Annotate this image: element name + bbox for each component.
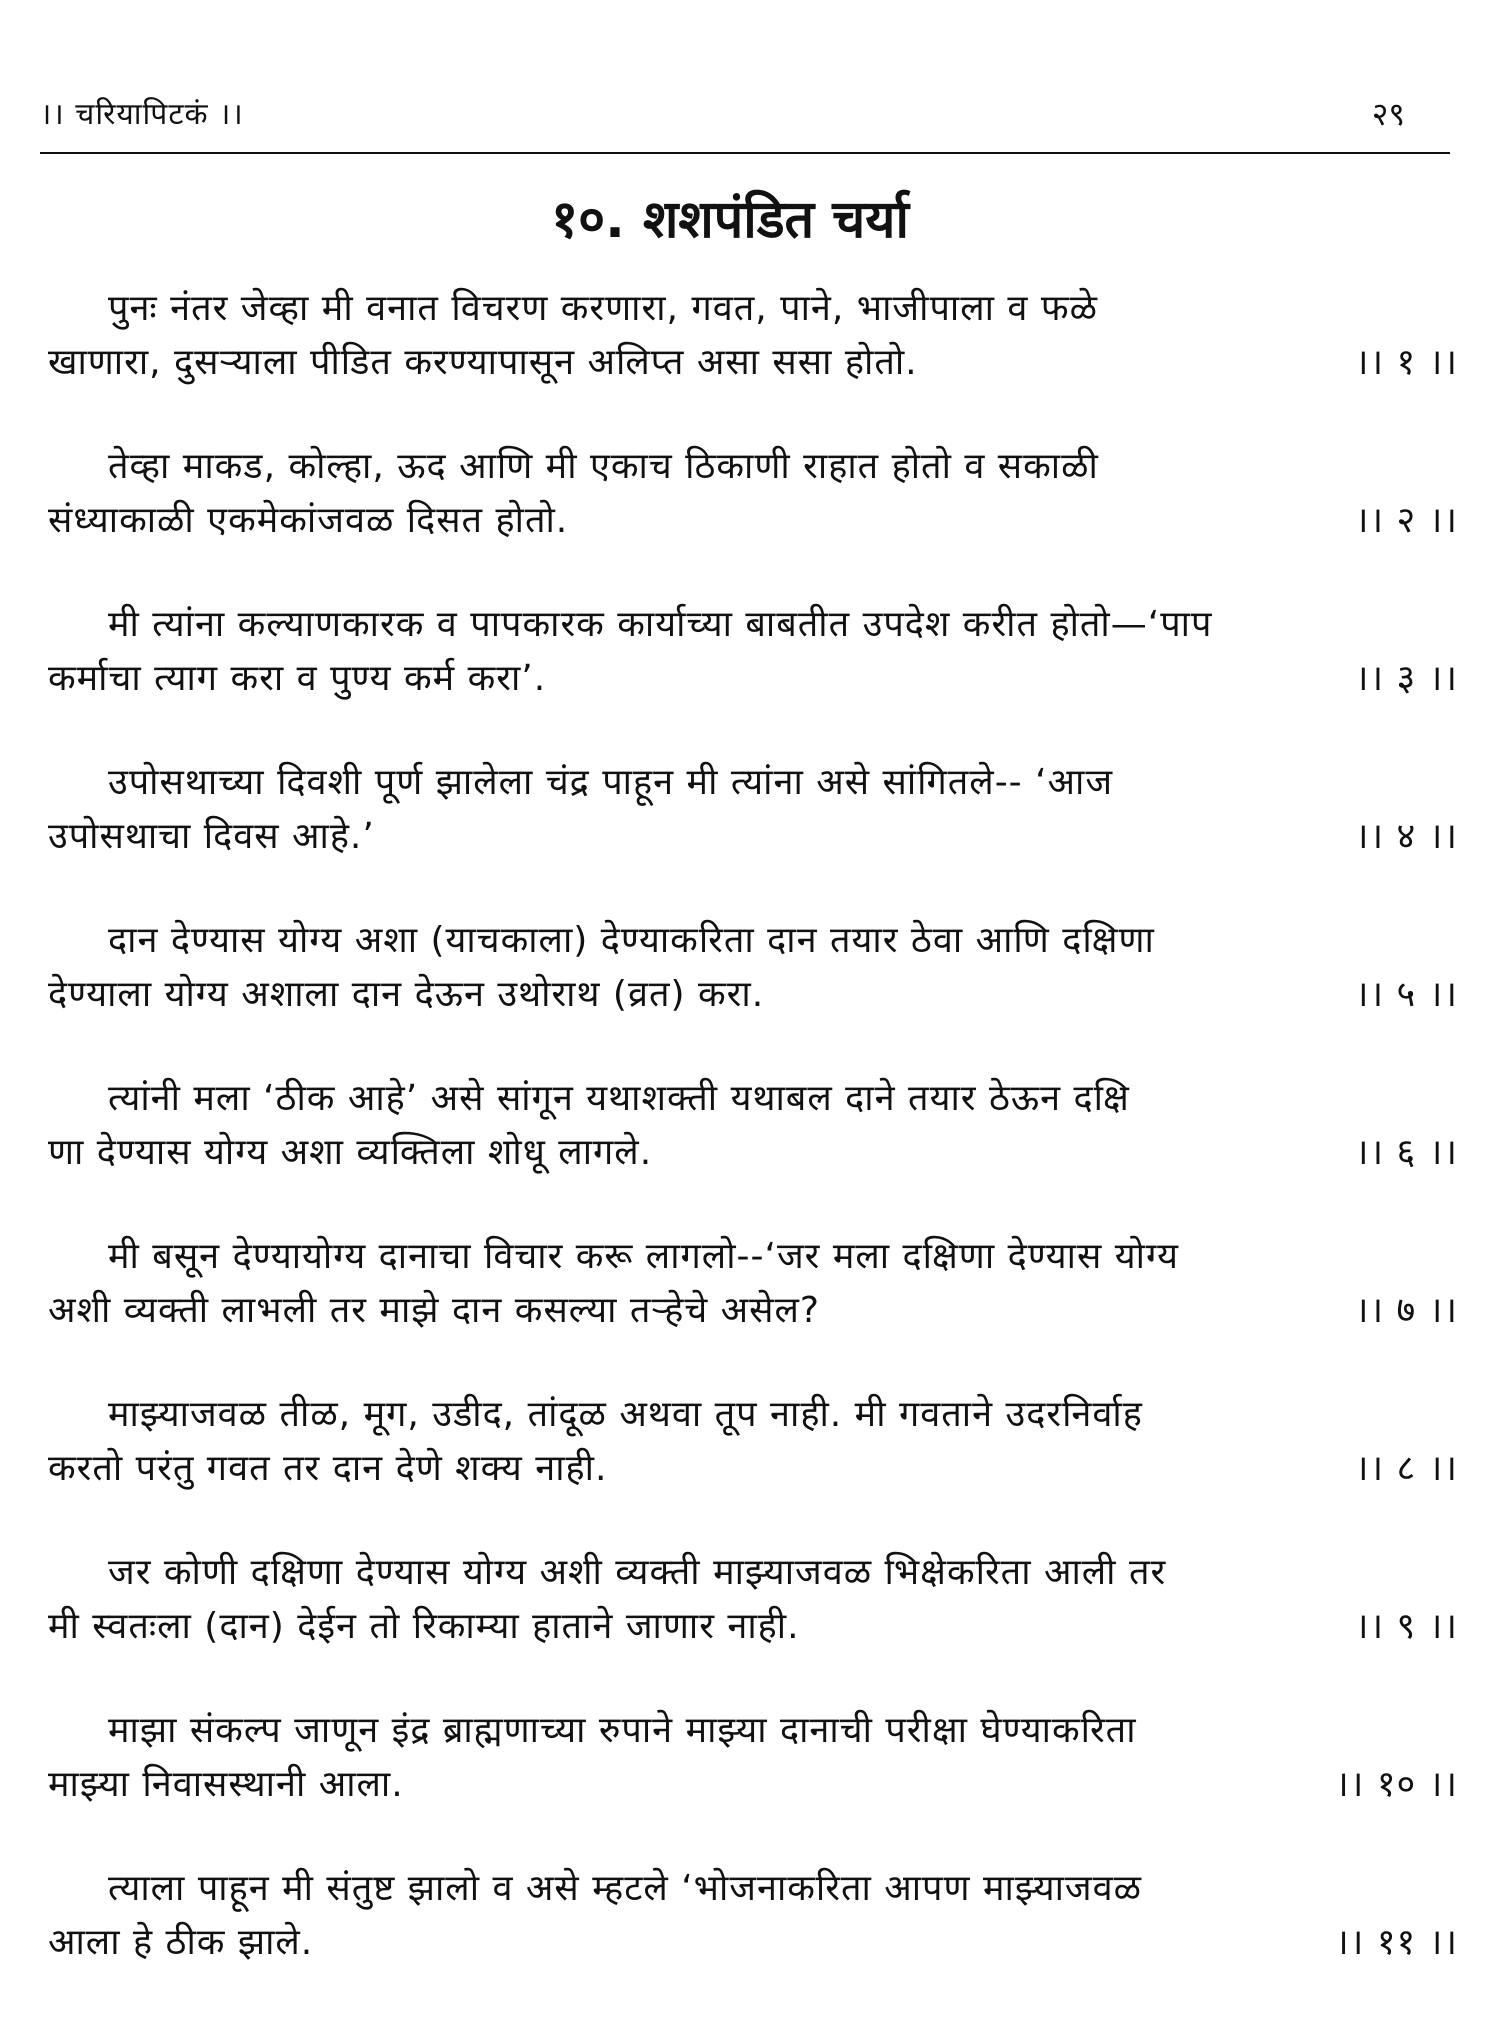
verse-line: उपोसथाच्या दिवशी पूर्ण झालेला चंद्र पाहून मी त्यांना असे सांगितले-- ‘आज <box>108 762 1114 803</box>
verse-line-last <box>48 336 1458 390</box>
verse-text: करतो परंतु गवत तर दान देणे शक्य नाही. <box>48 1448 608 1489</box>
verse-text: मी स्वतःला (दान) देईन तो रिकाम्या हाताने जाणार नाही. <box>48 1606 800 1647</box>
verse-9 <box>48 1546 1458 1704</box>
verse-number: ।। ७ ।। <box>1354 1290 1458 1331</box>
verse-line: त्यांनी मला ‘ठीक आहे’ असे सांगून यथाशक्ती यथाबल दाने तयार ठेऊन दक्षि <box>108 1078 1130 1119</box>
verse-text: खाणारा, दुसऱ्याला पीडित करण्यापासून अलिप्त असा ससा होतो. <box>48 342 918 383</box>
verse-line: दान देण्यास योग्य अशा (याचकाला) देण्याकरिता दान तयार ठेवा आणि दक्षिणा <box>108 920 1155 961</box>
header-rule <box>40 152 1450 154</box>
verse-text: अशी व्यक्ती लाभली तर माझे दान कसल्या तऱ्हेचे असेल? <box>48 1290 821 1331</box>
verse-number: ।। ६ ।। <box>1354 1132 1458 1173</box>
verse-line-last <box>48 1916 1458 1970</box>
verse-10 <box>48 1704 1458 1862</box>
verse-line: मी बसून देण्यायोग्य दानाचा विचार करू लागलो--‘जर मला दक्षिणा देण्यास योग्य <box>108 1236 1179 1277</box>
verse-line: पुनः नंतर जेव्हा मी वनात विचरण करणारा, गवत, पाने, भाजीपाला व फळे <box>108 288 1098 329</box>
verse-line: मी त्यांना कल्याणकारक व पापकारक कार्याच्या बाबतीत उपदेश करीत होतो—‘पाप <box>108 604 1213 645</box>
verse-8 <box>48 1388 1458 1546</box>
verse-line: माझ्याजवळ तीळ, मूग, उडीद, तांदूळ अथवा तूप नाही. मी गवताने उदरनिर्वाह <box>108 1394 1143 1435</box>
verse-text: आला हे ठीक झाले. <box>48 1922 314 1963</box>
verse-number: ।। १० ।। <box>1335 1764 1458 1805</box>
verse-line-last <box>48 1126 1458 1180</box>
verse-line: जर कोणी दक्षिणा देण्यास योग्य अशी व्यक्ती माझ्याजवळ भिक्षेकरिता आली तर <box>108 1552 1167 1593</box>
verse-line: त्याला पाहून मी संतुष्ट झालो व असे म्हटले ‘भोजनाकरिता आपण माझ्याजवळ <box>108 1868 1143 1909</box>
verse-5 <box>48 914 1458 1072</box>
verse-number: ।। ९ ।। <box>1354 1606 1458 1647</box>
verse-3 <box>48 598 1458 756</box>
verse-line-last <box>48 494 1458 548</box>
verse-4 <box>48 756 1458 914</box>
verse-line: माझा संकल्प जाणून इंद्र ब्राह्मणाच्या रुपाने माझ्या दानाची परीक्षा घेण्याकरिता <box>108 1710 1137 1751</box>
verse-line-last <box>48 810 1458 864</box>
verse-line-last <box>48 1600 1458 1654</box>
running-header-title: ।। चरियापिटकं ।। <box>40 97 244 132</box>
verse-line-last <box>48 652 1458 706</box>
verse-number: ।। २ ।। <box>1354 500 1458 541</box>
verse-text: कर्माचा त्याग करा व पुण्य कर्म करा’. <box>48 658 547 699</box>
verse-text: उपोसथाचा दिवस आहे.’ <box>48 816 375 857</box>
verse-line-last <box>48 1284 1458 1338</box>
verse-number: ।। ५ ।। <box>1354 974 1458 1015</box>
verse-number: ।। ११ ।। <box>1335 1922 1458 1963</box>
page-number: २९ <box>1371 95 1405 133</box>
verse-line: तेव्हा माकड, कोल्हा, ऊद आणि मी एकाच ठिकाणी राहात होतो व सकाळी <box>108 446 1099 487</box>
verse-number: ।। ३ ।। <box>1354 658 1458 699</box>
verse-1 <box>48 282 1458 440</box>
verse-6 <box>48 1072 1458 1230</box>
verse-line-last <box>48 968 1458 1022</box>
verse-text: माझ्या निवासस्थानी आला. <box>48 1764 404 1805</box>
verse-line-last <box>48 1442 1458 1496</box>
verse-text: देण्याला योग्य अशाला दान देऊन उथोराथ (व्रत) करा. <box>48 974 765 1015</box>
verse-list <box>48 282 1458 2020</box>
verse-number: ।। १ ।। <box>1354 342 1458 383</box>
verse-text: संध्याकाळी एकमेकांजवळ दिसत होतो. <box>48 500 569 541</box>
verse-2 <box>48 440 1458 598</box>
verse-number: ।। ४ ।। <box>1354 816 1458 857</box>
verse-number: ।। ८ ।। <box>1354 1448 1458 1489</box>
verse-text: णा देण्यास योग्य अशा व्यक्तिला शोधू लागले. <box>48 1132 653 1173</box>
verse-line-last <box>48 1758 1458 1812</box>
verse-11 <box>48 1862 1458 2020</box>
verse-7 <box>48 1230 1458 1388</box>
chapter-title: १०. शशपंडित चर्या <box>551 190 909 250</box>
